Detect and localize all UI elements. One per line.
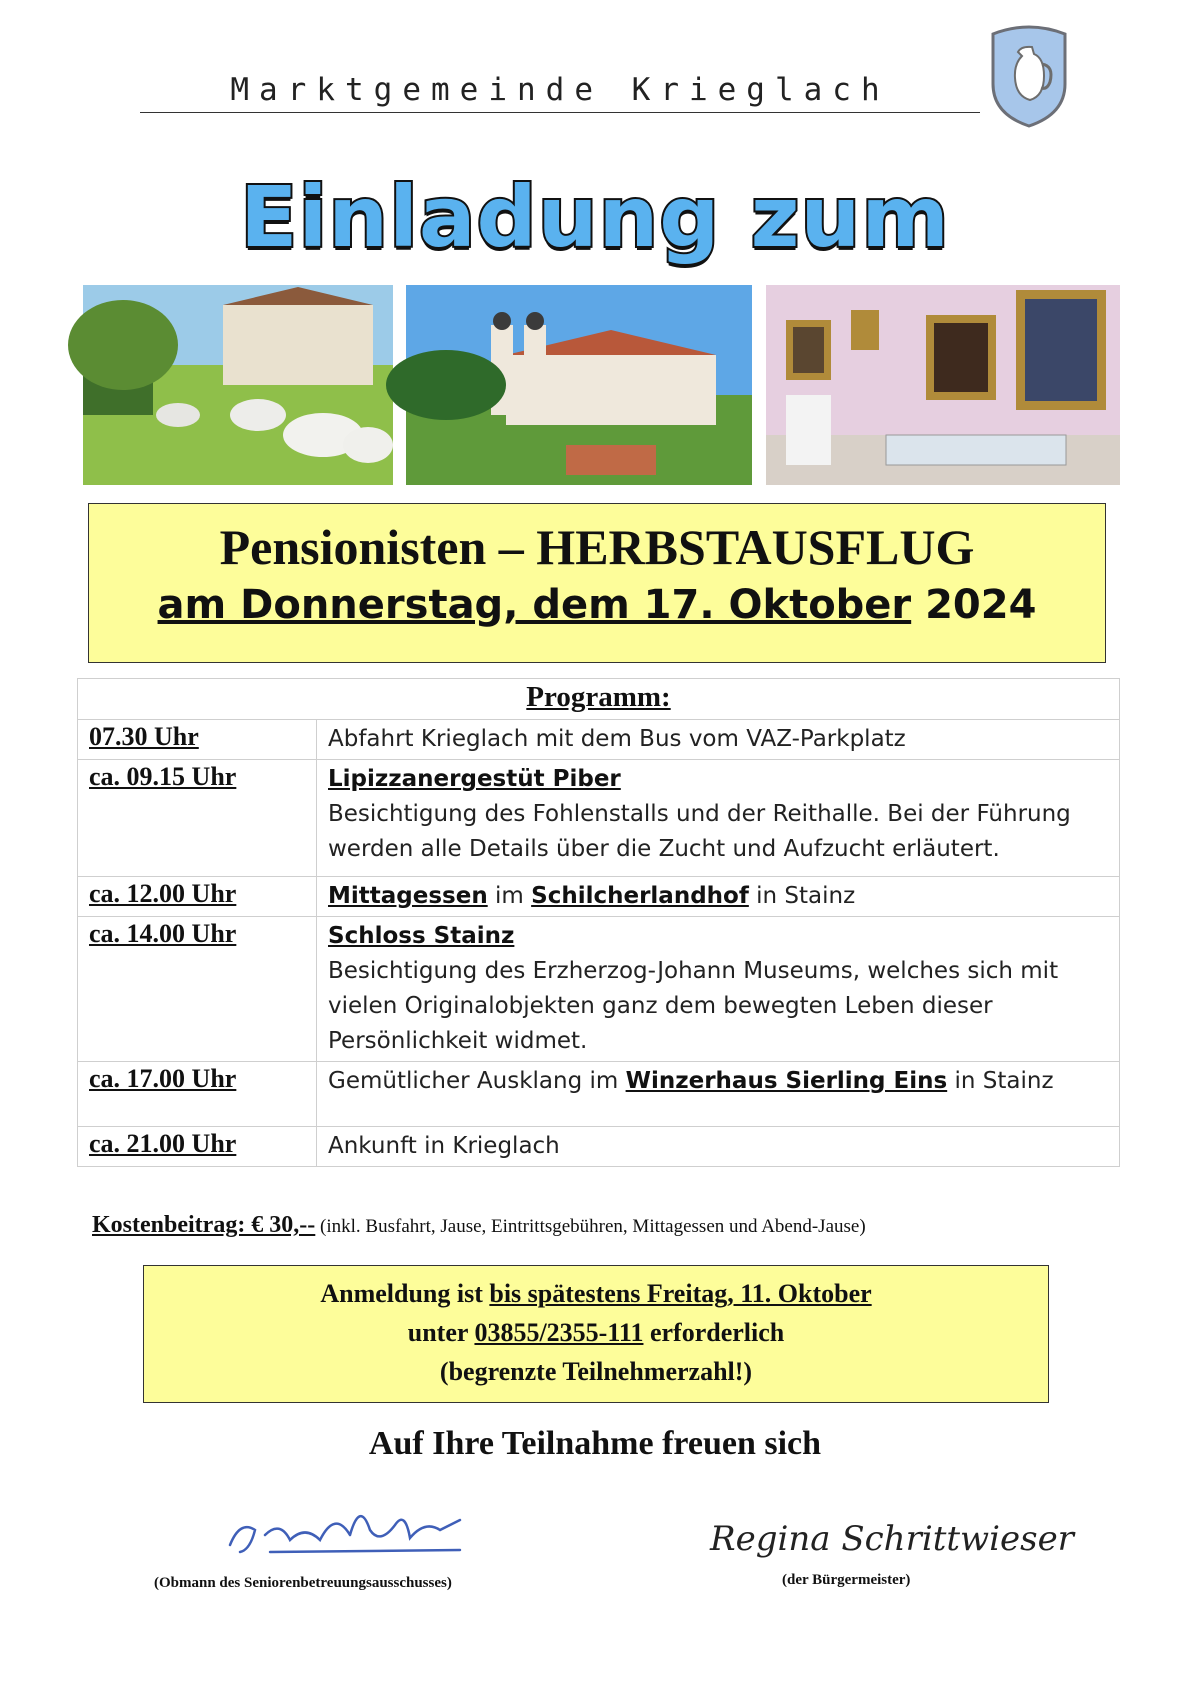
- signature-right: [705, 1500, 1074, 1580]
- event-date: [89, 582, 1105, 628]
- table-row: [78, 760, 1120, 877]
- registration-line3: (begrenzte Teilnehmerzahl!): [439, 1357, 753, 1386]
- closing-text: Auf Ihre Teilnahme freuen sich: [368, 1425, 822, 1462]
- registration-text: erforderlich: [643, 1318, 785, 1347]
- program-desc: [317, 877, 1120, 917]
- registration-text: unter: [407, 1318, 475, 1347]
- program-desc: Abfahrt Krieglach mit dem Bus vom VAZ-Parkplatz: [317, 720, 1120, 760]
- signature-right-caption: (der Bürgermeister): [782, 1572, 911, 1588]
- program-time: 07.30 Uhr: [78, 720, 317, 760]
- table-row: [78, 1127, 1120, 1167]
- registration-box: [143, 1265, 1049, 1403]
- event-date-text: am Donnerstag, dem 17. Oktober: [157, 582, 912, 628]
- photo-schloss-stainz: [406, 285, 752, 485]
- cost-note: (inkl. Busfahrt, Jause, Eintrittsgebühren, Mittagessen und Abend-Jause): [315, 1216, 866, 1237]
- program-time: ca. 14.00 Uhr: [78, 917, 317, 1062]
- invitation-headline: Einladung zum: [240, 168, 950, 266]
- program-desc: [317, 760, 1120, 877]
- program-desc: [317, 1062, 1120, 1127]
- registration-line2: [144, 1313, 1048, 1352]
- registration-phone[interactable]: 03855/2355-111: [474, 1318, 644, 1347]
- event-title-box: [88, 503, 1106, 663]
- program-text: Gemütlicher Ausklang im: [328, 1068, 626, 1094]
- program-lunch: Mittagessen: [328, 883, 488, 909]
- event-title: Pensionisten – HERBSTAUSFLUG: [219, 519, 975, 575]
- program-stop-text: Besichtigung des Fohlenstalls und der Reithalle. Bei der Führung werden alle Details über die Zucht und Aufzucht erläutert.: [328, 801, 1071, 862]
- event-year: 2024: [911, 582, 1037, 628]
- program-stop-text: Besichtigung des Erzherzog-Johann Museums, welches sich mit vielen Originalobjekten ganz dem bewegten Leben dieser Persönlichkeit widmet.: [328, 958, 1059, 1054]
- program-restaurant: Schilcherlandhof: [531, 883, 749, 909]
- program-desc: Ankunft in Krieglach: [317, 1127, 1120, 1167]
- municipality-name: Marktgemeinde Krieglach: [230, 72, 890, 108]
- program-table: [77, 678, 1120, 1167]
- program-text: in Stainz: [947, 1068, 1054, 1094]
- table-row: [78, 1062, 1120, 1127]
- program-text: in Stainz: [748, 883, 856, 909]
- program-time: ca. 17.00 Uhr: [78, 1062, 317, 1127]
- cost-label: Kostenbeitrag: € 30,--: [92, 1212, 316, 1238]
- program-stop-title: Schloss Stainz: [328, 923, 515, 949]
- program-desc: [317, 917, 1120, 1062]
- registration-line1: [144, 1274, 1048, 1313]
- program-heading: Programm:: [78, 679, 1120, 720]
- signature-left-caption: (Obmann des Seniorenbetreuungsausschusses): [154, 1575, 452, 1591]
- program-text: im: [487, 883, 532, 909]
- table-row: [78, 720, 1120, 760]
- photo-lipizzaner-horses: [83, 285, 393, 485]
- municipality-header: [140, 72, 980, 113]
- coat-of-arms-jug-icon: [988, 24, 1070, 128]
- signature-handwriting: Regina Schrittwieser: [710, 1519, 1074, 1559]
- program-time: ca. 21.00 Uhr: [78, 1127, 317, 1167]
- program-time: ca. 12.00 Uhr: [78, 877, 317, 917]
- table-row: [78, 877, 1120, 917]
- photo-museum-interior: [766, 285, 1120, 485]
- program-stop-title: Lipizzanergestüt Piber: [328, 766, 621, 792]
- program-time: ca. 09.15 Uhr: [78, 760, 317, 877]
- program-winery: Winzerhaus Sierling Eins: [625, 1068, 948, 1094]
- cost-line: [92, 1212, 866, 1239]
- registration-text: Anmeldung ist: [320, 1279, 490, 1308]
- registration-deadline: bis spätestens Freitag, 11. Oktober: [489, 1279, 872, 1308]
- table-row: [78, 917, 1120, 1062]
- signature-left: [210, 1490, 480, 1565]
